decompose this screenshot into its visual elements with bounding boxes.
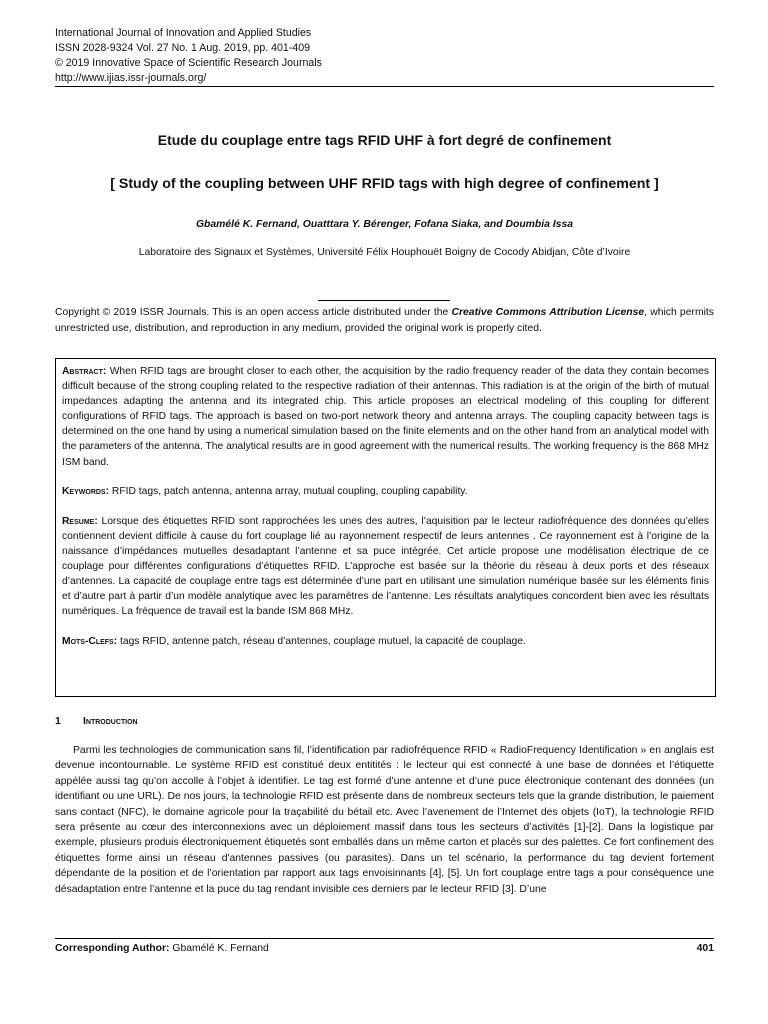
keywords-text: RFID tags, patch antenna, antenna array, mutual coupling, coupling capability.	[109, 486, 468, 498]
resume-text: Lorsque des étiquettes RFID sont rapprochées les unes des autres, l’aquisition par le lecteur radiofréquence des données qu’elles contiennent devient difficile à cause du fort couplage lié au rayonnement respectif de leurs antennes . Ce rayonnement est à l’origine de la naissance d’impédances mutuelles desadaptant l’antenne et sa puce intégrée. Cet article propose une modélisation électrique de ce couplage pour différentes configurations d’étiquettes RFID. L’approche est basée sur la théorie du réseau à deux ports et des réseaux d’antennes. La capacité de couplage entre tags est déterminée d’une part en utilisant une simulation numérique basée sur les éléments finis et d’autre part à partir d’un modèle analytique avec les paramètres de l’antenne. Les résultats analytiques concordent bien avec les résultats numériques. La fréquence de travail est la bande ISM 868 MHz.	[62, 515, 709, 618]
license-link[interactable]: Creative Commons Attribution License	[451, 307, 645, 318]
abstract-box	[55, 358, 716, 697]
intro-paragraph: Parmi les technologies de communication sans fil, l’identification par radiofréquence RFID « RadioFrequency Identification » en anglais est devenue incontournable. Le système RFID est constitué deux entitités : le lecteur qui est connecté à une base de données et l’étiquette appélée aussi tag qu’on accolle à l’objet à identifier. Le tag est formé d’une antenne et d’une puce électronique contenant des données (un identifiant ou une URL). De nos jours, la technologie RFID est présente dans de nombreux secteurs tels que la grande distribution, le paiement sans contact (NFC), le domaine agricole pour la traçabilité du bétail etc. Avec l’avenement de l’Internet des objets (IoT), la technologie RFID sera présente au cœur des interconnexions avec un déploiement massif dans tous les secteurs d’activités [1]-[2]. Dans la logistique par exemple, plusieurs produis électroniquement étiquetés sont emballés dans un même carton et placés sur des palettes. Ce fort confinement des étiquettes forme ainsi un réseau d'antennes passives (ou parasites). Dans un tel scénario, la performance du tag devient fortement dépendante de la position et de l’orientation par rapport aux tags envoisinnants [4], [5]. Un fort couplage entre tags a pour conséquence une désadaptation entre l’antenne et la puce du tag rendant invisible ces derniers par le lecteur RFID [3]. D’une	[55, 745, 714, 895]
authors: Gbamélé K. Fernand, Ouatttara Y. Bérenger, Fofana Siaka, and Doumbia Issa	[195, 219, 574, 230]
keywords-label: Keywords:	[62, 486, 110, 498]
separator-rule	[318, 300, 450, 301]
mots-clefs-text: tags RFID, antenne patch, réseau d’antennes, couplage mutuel, la capacité de couplage.	[117, 635, 526, 647]
header-rule	[55, 86, 714, 87]
copyright-text-after: , which permits unrestricted use, distribution, and reproduction in any medium, provided the original work is properly cited.	[55, 307, 715, 334]
section-heading	[55, 716, 138, 727]
journal-url[interactable]: http://www.ijias.issr-journals.org/	[55, 72, 207, 84]
abstract-label: Abstract:	[62, 366, 107, 377]
journal-name: International Journal of Innovation and Applied Studies	[55, 27, 312, 39]
section-title: Introduction	[83, 716, 138, 727]
abstract-paragraph	[62, 364, 709, 470]
corresponding-author-label: Corresponding Author:	[55, 943, 170, 954]
mots-clefs-label: Mots-Clefs:	[62, 635, 118, 647]
journal-header	[55, 26, 715, 86]
title-english: [ Study of the coupling between UHF RFID tags with high degree of confinement ]	[110, 176, 659, 192]
mots-clefs-paragraph	[62, 634, 709, 649]
corresponding-author-name: Gbamélé K. Fernand	[169, 943, 269, 954]
keywords-paragraph	[62, 484, 709, 499]
title-french: Etude du couplage entre tags RFID UHF à fort degré de confinement	[157, 132, 612, 148]
section-number: 1	[55, 716, 61, 727]
copyright-text-before: Copyright © 2019 ISSR Journals. This is an open access article distributed under the	[55, 307, 452, 318]
issn-line: ISSN 2028-9324 Vol. 27 No. 1 Aug. 2019, pp. 401-409	[55, 42, 311, 54]
page-number: 401	[696, 943, 714, 954]
copyright-line: © 2019 Innovative Space of Scientific Research Journals	[55, 57, 322, 69]
corresponding-author	[55, 943, 269, 954]
resume-paragraph	[62, 514, 709, 620]
affiliation: Laboratoire des Signaux et Systèmes, Université Félix Houphouët Boigny de Cocody Abidjan, Côte d’Ivoire	[138, 247, 631, 258]
resume-label: Resume:	[62, 515, 98, 527]
copyright-notice	[55, 305, 714, 337]
abstract-text: When RFID tags are brought closer to each other, the acquisition by the radio frequency reader of the data they contain becomes difficult because of the strong coupling related to the respective radiation of their antennas. This radiation is at the origin of the birth of mutual impedances adapting the antenna and its integrated chip. This article proposes an electrical modeling of this coupling for different configurations of RFID tags. The approach is based on two-port network theory and antenna arrays. The coupling capacity between tags is determined on the one hand by using a numerical simulation based on the finite elements and on the other hand from an analytical model with the parameters of the antenna. The analytical results are in good agreement with the numerical results. The working frequency is the 868 MHz ISM band.	[62, 366, 709, 468]
footer-rule	[55, 938, 714, 939]
